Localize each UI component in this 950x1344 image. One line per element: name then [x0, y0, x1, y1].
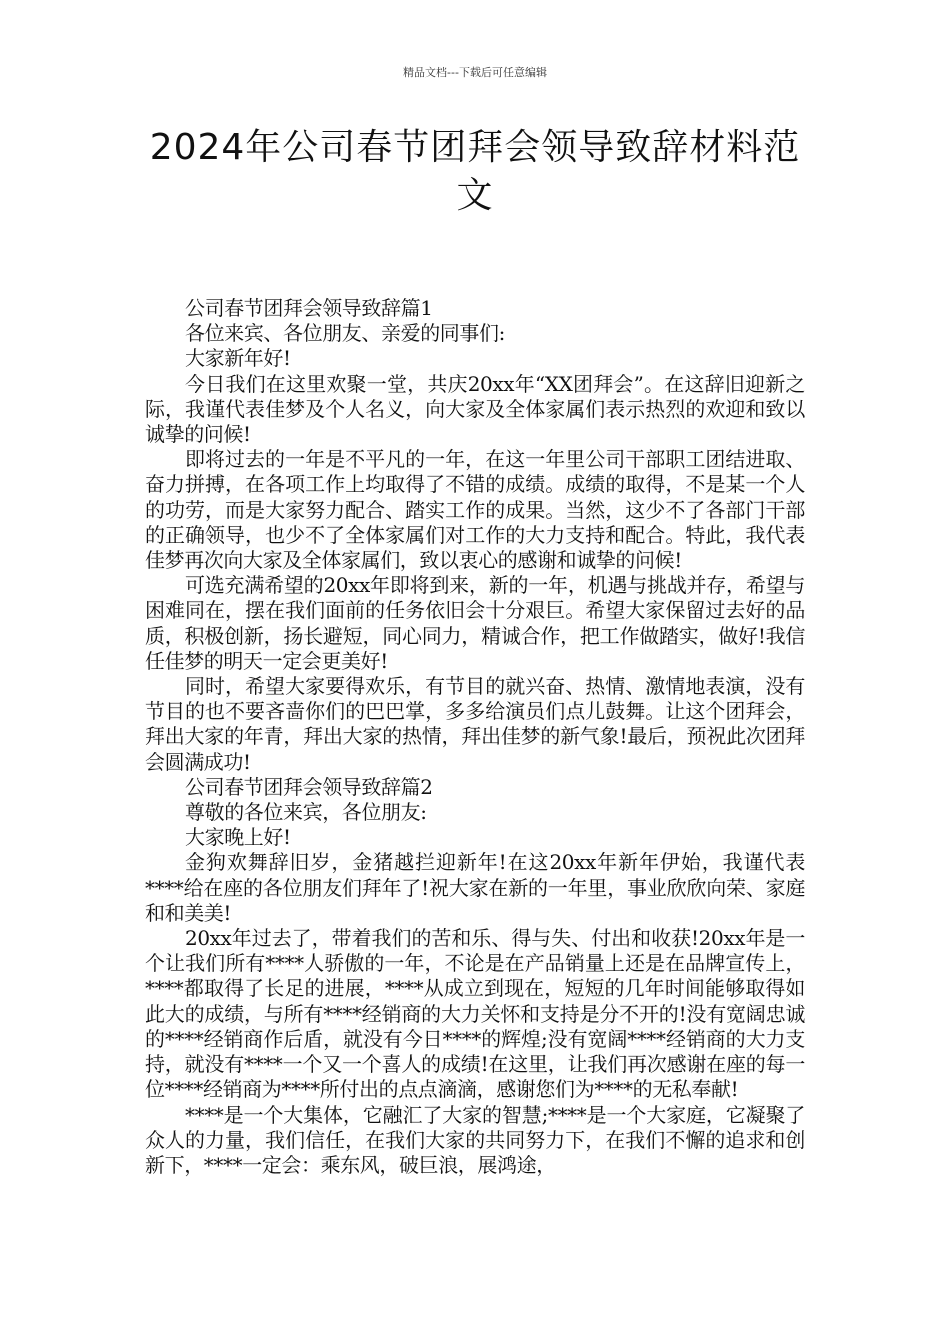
paragraph: 即将过去的一年是不平凡的一年，在这一年里公司干部职工团结进取、奋力拼搏，在各项工作上均取得了不错的成绩。成绩的取得，不是某一个人的功劳，而是大家努力配合、踏实工作的成果。当然，这少不了各部门干部的正确领导，也少不了全体家属们对工作的大力支持和配合。特此，我代表佳梦再次向大家及全体家属们，致以衷心的感谢和诚挚的问候!	[145, 447, 805, 573]
document-title: 2024年公司春节团拜会领导致辞材料范文	[149, 127, 801, 216]
paragraph: 大家晚上好!	[185, 825, 291, 850]
paragraph: 可选充满希望的20xx年即将到来，新的一年，机遇与挑战并存，希望与困难同在，摆在我们面前的任务依旧会十分艰巨。希望大家保留过去好的品质，积极创新，扬长避短，同心同力，精诚合作，把工作做踏实，做好!我信任佳梦的明天一定会更美好!	[145, 573, 805, 673]
paragraph: 20xx年过去了，带着我们的苦和乐、得与失、付出和收获!20xx年是一个让我们所有****人骄傲的一年，不论是在产品销量上还是在品牌宣传上，****都取得了长足的进展，****从成立到现在，短短的几年时间能够取得如此大的成绩，与所有****经销商的大力关怀和支持是分不开的!没有宽阔忠诚的****经销商作后盾，就没有今日****的辉煌;没有宽阔****经销商的大力支持，就没有****一个又一个喜人的成绩!在这里，让我们再次感谢在座的每一位****经销商为****所付出的点点滴滴，感谢您们为****的无私奉献!	[145, 926, 805, 1102]
paragraph: 金狗欢舞辞旧岁，金猪越拦迎新年!在这20xx年新年伊始，我谨代表****给在座的各位朋友们拜年了!祝大家在新的一年里，事业欣欣向荣、家庭和和美美!	[145, 850, 805, 925]
paragraph: 大家新年好!	[185, 346, 291, 371]
paragraph: 公司春节团拜会领导致辞篇2	[185, 774, 433, 799]
document-body	[145, 296, 805, 1178]
paragraph: ****是一个大集体，它融汇了大家的智慧;****是一个大家庭，它凝聚了众人的力量，我们信任，在我们大家的共同努力下，在我们不懈的追求和创新下，****一定会：乘东风，破巨浪，展鸿途，	[145, 1102, 805, 1177]
paragraph: 尊敬的各位来宾，各位朋友:	[185, 800, 427, 825]
paragraph: 同时，希望大家要得欢乐，有节目的就兴奋、热情、激情地表演，没有节目的也不要吝啬你们的巴巴掌，多多给演员们点儿鼓舞。让这个团拜会，拜出大家的年青，拜出大家的热情，拜出佳梦的新气象!最后，预祝此次团拜会圆满成功!	[145, 674, 805, 774]
paragraph: 各位来宾、各位朋友、亲爱的同事们:	[185, 321, 505, 346]
header-note: 精品文档---下载后可任意编辑	[403, 66, 547, 79]
paragraph: 今日我们在这里欢聚一堂，共庆20xx年“XX团拜会”。在这辞旧迎新之际，我谨代表佳梦及个人名义，向大家及全体家属们表示热烈的欢迎和致以诚挚的问候!	[145, 371, 805, 447]
paragraph: 公司春节团拜会领导致辞篇1	[185, 296, 433, 320]
